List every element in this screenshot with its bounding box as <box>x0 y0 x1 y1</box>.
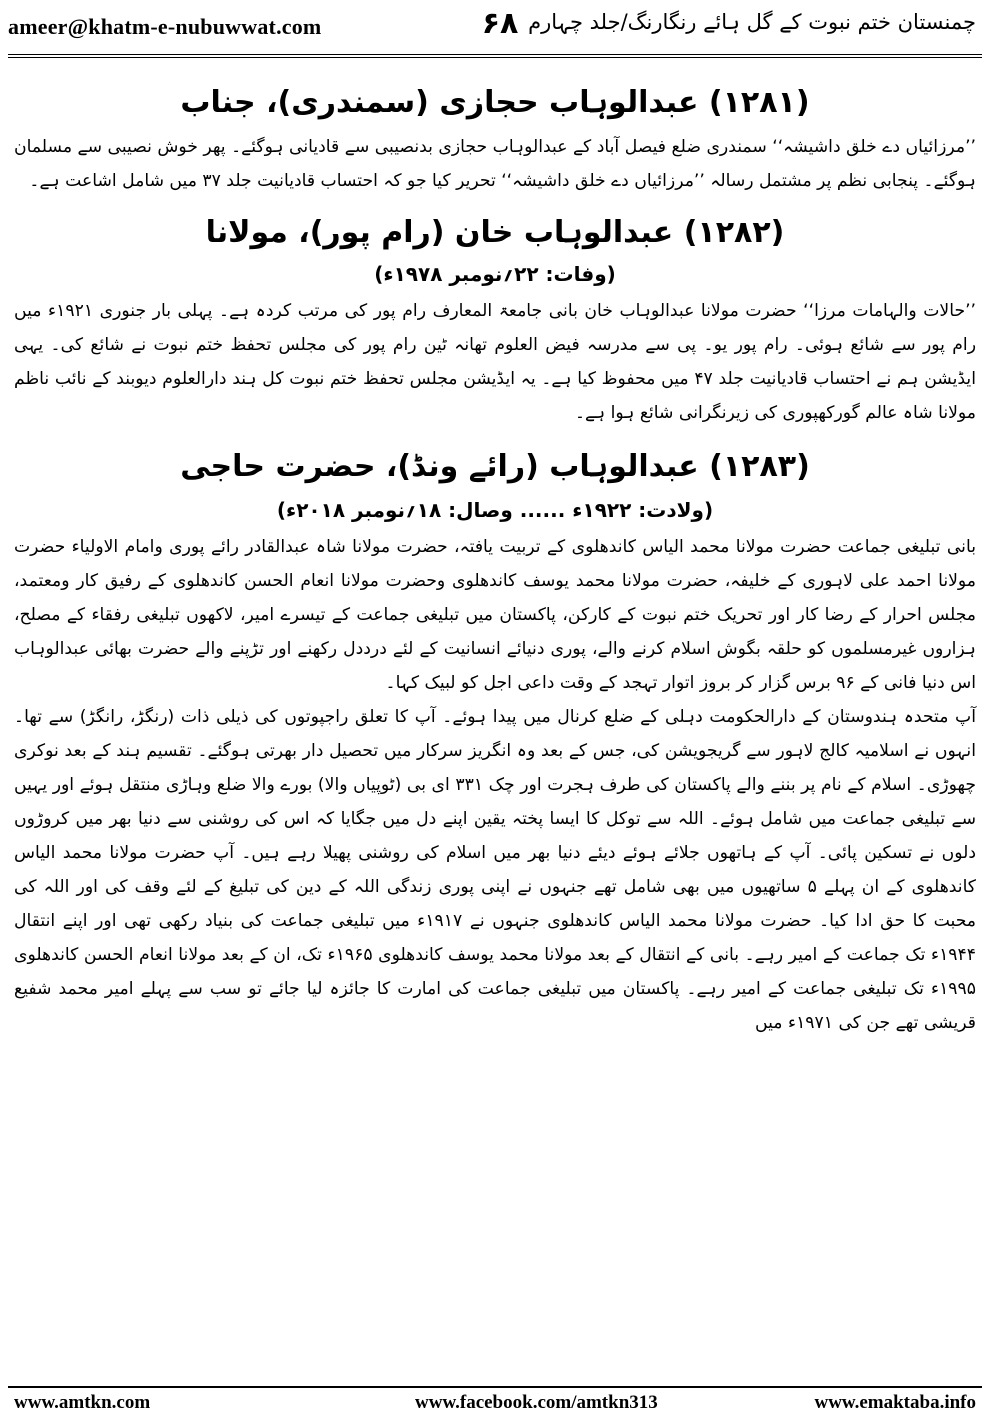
footer-link-emaktaba[interactable]: www.emaktaba.info <box>814 1392 976 1413</box>
entry-paragraph: ’’حالات والہامات مرزا‘‘ حضرت مولانا عبدالوہاب خان بانی جامعۃ المعارف رام پور کی مرتب کردہ ہے۔ پہلی بار جنوری ۱۹۲۱ء میں رام پور سے شائع ہوئی۔ رام پور یو۔ پی سے مدرسہ فیض العلوم تھانہ ٹین رام پور کی مجلس تحفظ ختم نبوت نے شائع کی۔ یہی ایڈیشن ہم نے احتساب قادیانیت جلد ۴۷ میں محفوظ کیا ہے۔ یہ ایڈیشن مجلس تحفظ ختم نبوت کل ہند دارالعلوم دیوبند کے نائب ناظم مولانا شاہ عالم گورکھپوری کی زیرنگرانی شائع ہوا ہے۔ <box>14 301 976 423</box>
footer-link-amtkn[interactable]: www.amtkn.com <box>14 1392 151 1413</box>
entry-1283 <box>14 446 976 1040</box>
page-number: ۶۸ <box>481 6 519 41</box>
header-email: ameer@khatm-e-nubuwwat.com <box>8 14 322 39</box>
entry-heading: (۱۲۸۲) عبدالوہاب خان (رام پور)، مولانا <box>205 215 785 250</box>
page-header <box>0 0 990 56</box>
entry-dates: (ولادت: ۱۹۲۲ء ...... وصال: ۱۸؍نومبر ۲۰۱۸ء) <box>276 498 714 522</box>
entry-paragraph: آپ متحدہ ہندوستان کے دارالحکومت دہلی کے ضلع کرنال میں پیدا ہوئے۔ آپ کا تعلق راجپوتوں کی ذیلی ذات (رنگڑ، رانگڑ) سے تھا۔ انہوں نے اسلامیہ کالج لاہور سے گریجویشن کی، جس کے بعد وہ انگریز سرکار میں تحصیل دار بھرتی ہوگئے۔ تقسیم ہند کے بعد نوکری چھوڑی۔ اسلام کے نام پر بننے والے پاکستان کی طرف ہجرت اور چک ۳۳۱ ای بی (ٹوپیاں والا) بورے والا ضلع وہاڑی منتقل ہوئے اور یہیں سے تبلیغی جماعت میں شامل ہوئے۔ اللہ سے توکل کا ایسا پختہ یقین اپنے دل میں جگایا کہ اس کی روشنی سے دنیا بھر میں کروڑوں دلوں نے تسکین پائی۔ آپ کے ہاتھوں جلائے ہوئے دیئے دنیا بھر میں اسلام کی روشنی پھیلا رہے ہیں۔ آپ حضرت مولانا محمد الیاس کاندھلوی کے ان پہلے ۵ ساتھیوں میں بھی شامل تھے جنہوں نے اپنی پوری زندگی اللہ کے دین کی تبلیغ کے لئے وقف کی اور اللہ کی محبت کا حق ادا کیا۔ حضرت مولانا محمد الیاس کاندھلوی جنہوں نے ۱۹۱۷ء میں تبلیغی جماعت کی بنیاد رکھی تھی اور اپنے انتقال ۱۹۴۴ء تک جماعت کے امیر رہے۔ بانی کے انتقال کے بعد مولانا محمد یوسف کاندھلوی ۱۹۶۵ء تک، ان کے بعد مولانا انعام الحسن کاندھلوی ۱۹۹۵ء تک تبلیغی جماعت کے امیر رہے۔ پاکستان میں تبلیغی جماعت کی امارت کا جائزہ لیا جائے تو سب سے پہلے امیر محمد شفیع قریشی تھے جن کی ۱۹۷۱ء میں <box>14 707 977 1033</box>
footer-divider <box>8 1386 982 1388</box>
entry-dates: (وفات: ۲۲؍نومبر ۱۹۷۸ء) <box>374 262 616 286</box>
entry-paragraph: بانی تبلیغی جماعت حضرت مولانا محمد الیاس کاندھلوی کے تربیت یافتہ، حضرت مولانا شاہ عبدالقادر رائے پوری وامام الاولیاء حضرت مولانا احمد علی لاہوری کے خلیفہ، حضرت مولانا محمد یوسف کاندھلوی وحضرت مولانا انعام الحسن کاندھلوی کے رفیق کار ومعتمد، مجلس احرار کے رضا کار اور تحریک ختم نبوت کے کارکن، پاکستان میں تبلیغی جماعت کے تیسرے امیر، لاکھوں تبلیغی رفقاء کے مصلح، ہزاروں غیرمسلموں کو حلقہ بگوش اسلام کرنے والے، پوری دنیائے انسانیت کے لئے درددل رکھنے اور تڑپنے والے حضرت بھائی عبدالوہاب اس دنیا فانی کے ۹۶ برس گزار کر بروز اتوار تہجد کے وقت داعی اجل کو لبیک کہا۔ <box>14 537 976 693</box>
entry-heading: (۱۲۸۳) عبدالوہاب (رائے ونڈ)، حضرت حاجی <box>180 449 810 484</box>
page-body <box>14 76 976 1040</box>
entry-1281 <box>14 82 976 198</box>
entry-paragraph: ’’مرزائیاں دے خلق داشیشہ‘‘ سمندری ضلع فیصل آباد کے عبدالوہاب حجازی بدنصیبی سے قادیانی ہوگئے۔ پھر خوش نصیبی سے مسلمان ہوگئے۔ پنجابی نظم پر مشتمل رسالہ ’’مرزائیاں دے خلق داشیشہ‘‘ تحریر کیا جو کہ احتساب قادیانیت جلد ۳۷ میں شامل اشاعت ہے۔ <box>14 137 976 191</box>
book-title: چمنستان ختم نبوت کے گل ہائے رنگارنگ/جلد چہارم <box>528 10 976 34</box>
entry-heading: (۱۲۸۱) عبدالوہاب حجازی (سمندری)، جناب <box>180 85 810 120</box>
entry-1282 <box>14 212 976 430</box>
header-divider <box>8 54 982 58</box>
footer-link-facebook[interactable]: www.facebook.com/amtkn313 <box>415 1392 658 1413</box>
